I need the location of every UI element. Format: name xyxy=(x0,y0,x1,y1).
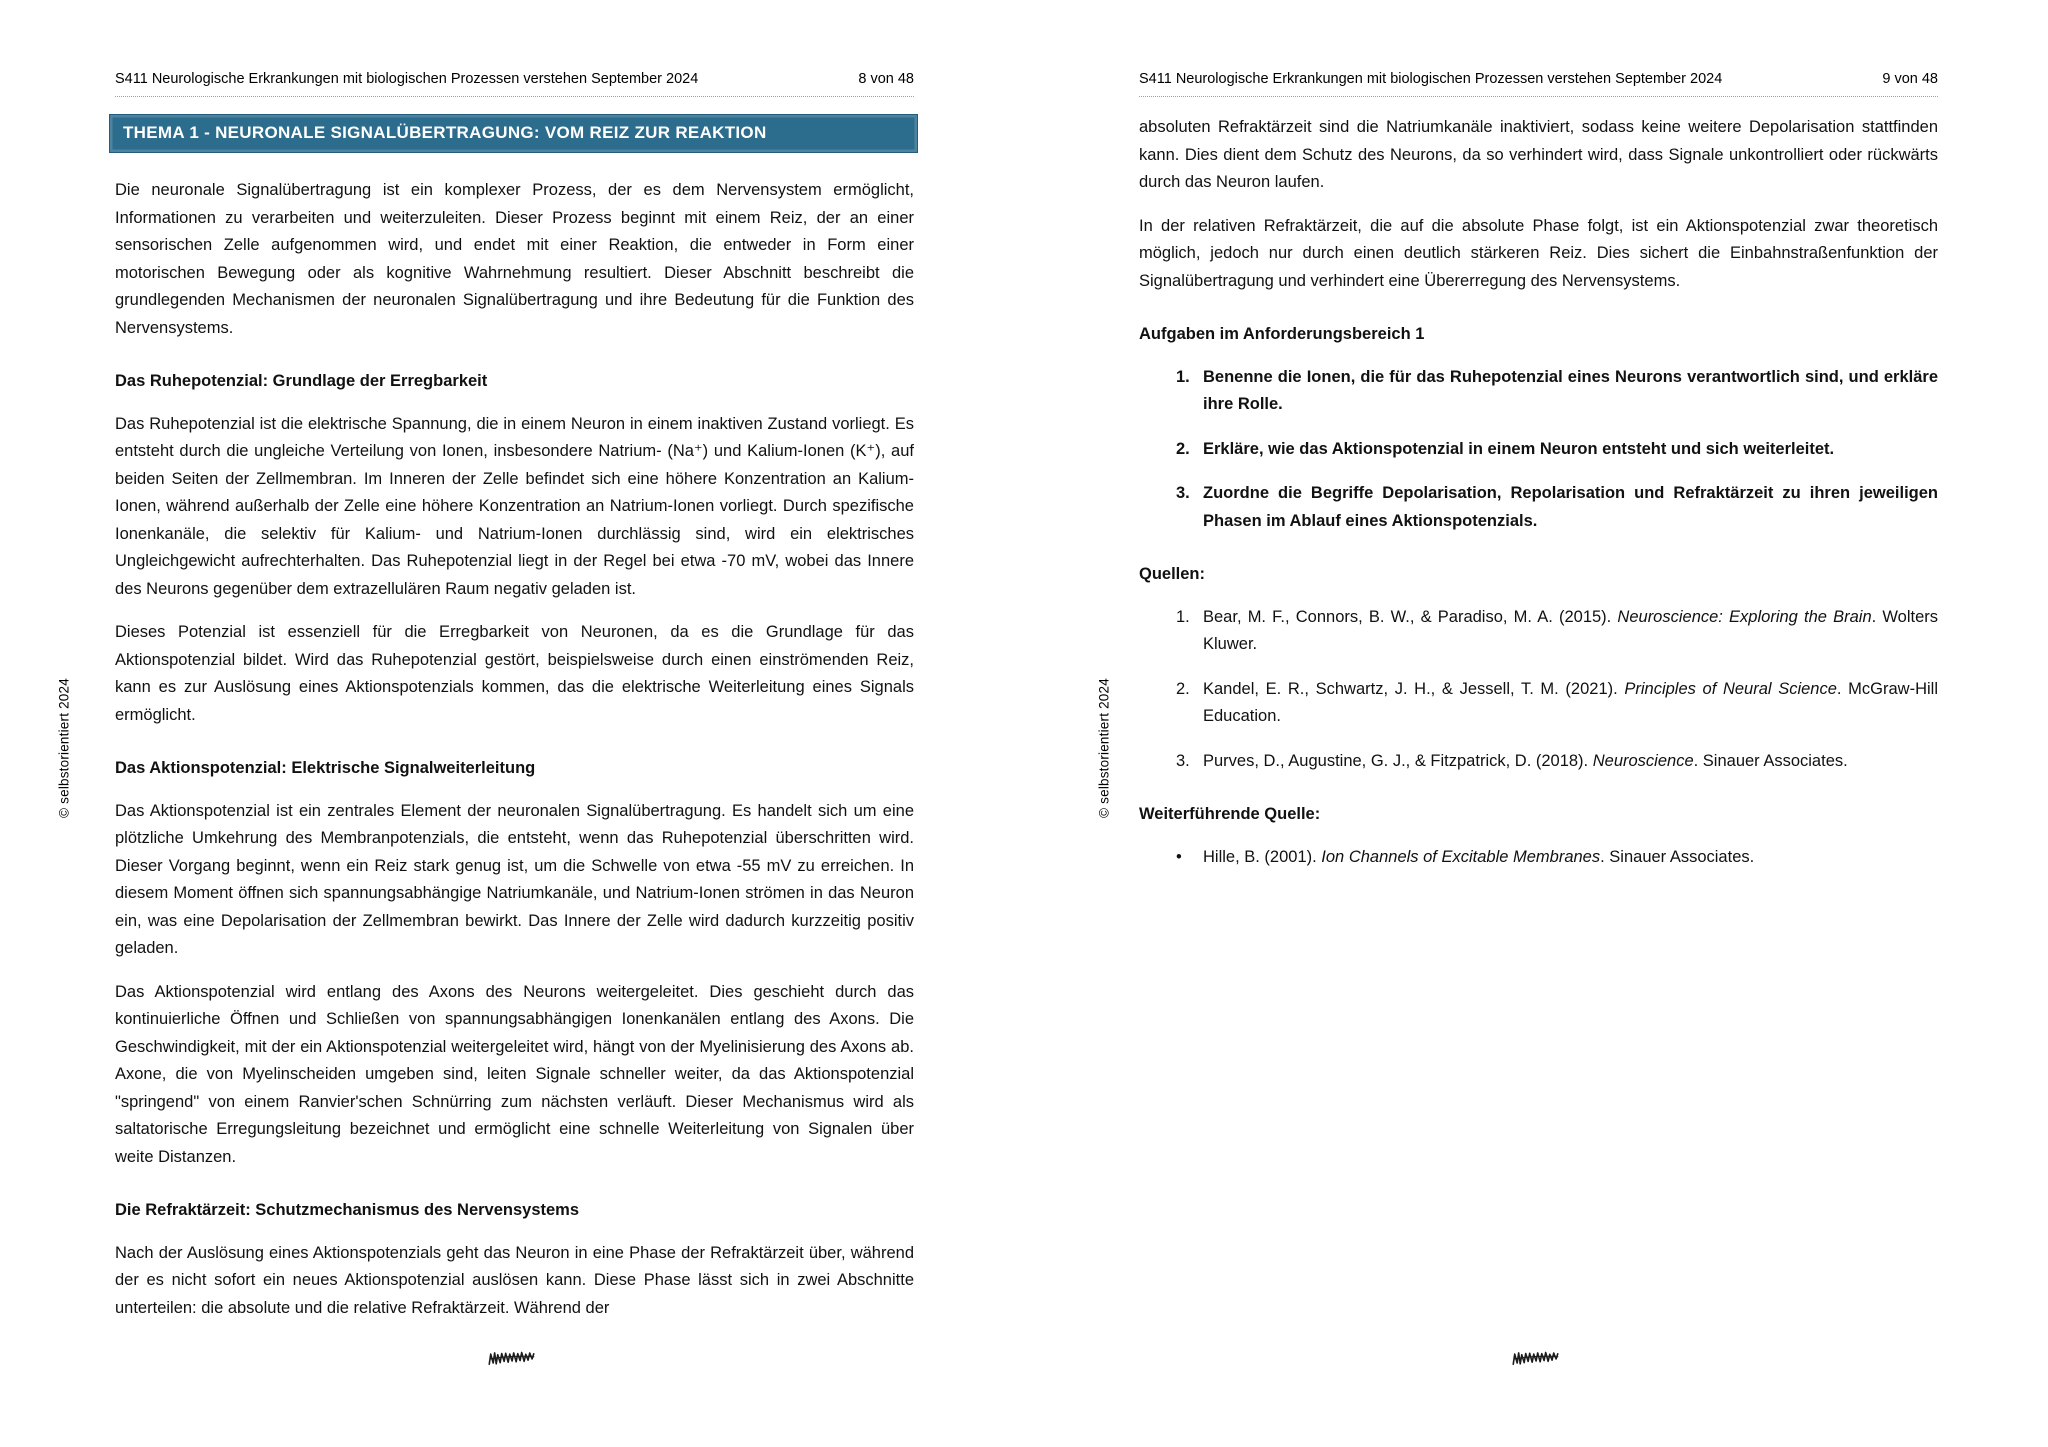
source-authors: Purves, D., Augustine, G. J., & Fitzpatrick, D. (2018). xyxy=(1203,751,1593,770)
source-publisher: . Sinauer Associates. xyxy=(1693,751,1848,770)
task-number: 3. xyxy=(1176,484,1190,502)
task-number: 1. xyxy=(1176,367,1190,386)
source-authors: Hille, B. (2001). xyxy=(1203,847,1322,866)
source-publisher: . Wolters Kluwer. xyxy=(1203,607,1938,653)
task-text: Erkläre, wie das Aktionspotenzial in einem Neuron entsteht und sich weiterleitet. xyxy=(1203,439,1835,458)
source-title: Ion Channels of Excitable Membranes xyxy=(1321,847,1601,866)
page-body-right xyxy=(1139,114,1938,888)
task-text: Zuordne die Begriffe Depolarisation, Repolarisation und Refraktärzeit zu ihren jeweiligen Phasen im Ablauf eines Aktionspotenzials. xyxy=(1203,484,1938,530)
section-heading-ruhepotenzial: Das Ruhepotenzial: Grundlage der Erregbarkeit xyxy=(115,372,488,390)
paragraph-ruhepotenzial-2: Dieses Potenzial ist essenziell für die Erregbarkeit von Neuronen, da es die Grundlage für das Aktionspotenzial bildet. Wird das Ruhepotenzial gestört, beispielsweise durch einen einströmenden Reiz, kann es zur Auslösung eines Aktionspotenzials kommen, das die elektrische Weiterleitung eines Signals ermöglicht. xyxy=(115,623,914,724)
section-heading-aufgaben: Aufgaben im Anforderungsbereich 1 xyxy=(1139,325,1425,343)
footer-logo xyxy=(488,1348,537,1370)
paragraph-ruhepotenzial-1: Das Ruhepotenzial ist die elektrische Spannung, die in einem Neuron in einem inaktiven Zustand vorliegt. Es entsteht durch die ungleiche Verteilung von Ionen, insbesondere Natrium- (Na⁺) und Kalium-Ionen (K⁺), auf beiden Seiten der Zellmembran. Im Inneren der Zelle befindet sich eine höhere Konzentration an Kalium-Ionen, während außerhalb der Zelle eine höhere Konzentration an Natrium-Ionen vorliegt. Durch spezifische Ionenkanäle, die selektiv für Kalium- und Natrium-Ionen durchlässig sind, wird ein elektrisches Ungleichgewicht aufrechterhalten. Das Ruhepotenzial liegt in der Regel bei etwa -70 mV, wobei das Innere des Neurons gegenüber dem extrazellulären Raum negativ geladen ist. xyxy=(115,414,914,598)
section-heading-refraktaerzeit: Die Refraktärzeit: Schutzmechanismus des Nervensystems xyxy=(115,1201,580,1219)
paragraph-relative-refraktaerzeit: In der relativen Refraktärzeit, die auf die absolute Phase folgt, ist ein Aktionspotenzial zwar theoretisch möglich, jedoch nur durch einen deutlich stärkeren Reiz. Dies sichert die Einbahnstraßenfunktion der Signalübertragung und verhindert eine Übererregung des Nervensystems. xyxy=(1139,216,1938,290)
copyright-sidebar: © selbstorientiert 2024 xyxy=(1096,678,1112,818)
signature-logo-icon xyxy=(488,1348,537,1370)
source-item-3 xyxy=(1139,748,1938,776)
topic-banner xyxy=(109,114,918,153)
source-number: 2. xyxy=(1176,679,1190,698)
source-publisher: . Sinauer Associates. xyxy=(1600,847,1755,866)
source-text xyxy=(1203,604,1938,659)
page-header-left xyxy=(115,70,914,97)
section-heading-aktionspotenzial: Das Aktionspotenzial: Elektrische Signalweiterleitung xyxy=(115,759,536,777)
page-body-left xyxy=(115,114,914,1322)
source-item-1 xyxy=(1139,604,1938,659)
bullet-icon: • xyxy=(1176,847,1182,866)
page-header-right xyxy=(1139,70,1938,97)
section-heading-quellen: Quellen: xyxy=(1139,565,1206,583)
source-publisher: . McGraw-Hill Education. xyxy=(1203,679,1938,725)
task-item-2 xyxy=(1139,436,1938,464)
task-item-3 xyxy=(1139,480,1938,535)
paragraph-absolute-refraktaerzeit: absoluten Refraktärzeit sind die Natriumkanäle inaktiviert, sodass keine weitere Depolarisation stattfinden kann. Dies dient dem Schutz des Neurons, da so verhindert wird, dass Signale unkontrolliert oder rückwärts durch das Neuron laufen. xyxy=(1139,118,1938,191)
paragraph-refraktaerzeit: Nach der Auslösung eines Aktionspotenzials geht das Neuron in eine Phase der Refraktärzeit über, während der es nicht sofort ein neues Aktionspotenzial auslösen kann. Diese Phase lässt sich in zwei Abschnitte unterteilen: die absolute und die relative Refraktärzeit. Während der xyxy=(115,1243,914,1317)
signature-logo-icon xyxy=(1512,1348,1561,1370)
paragraph-intro: Die neuronale Signalübertragung ist ein komplexer Prozess, der es dem Nervensystem ermöglicht, Informationen zu verarbeiten und weiterzuleiten. Dieser Prozess beginnt mit einem Reiz, der an einer sensorischen Zelle aufgenommen wird, und endet mit einer Reaktion, die entweder in Form einer motorischen Bewegung oder als kognitive Wahrnehmung resultiert. Dieser Abschnitt beschreibt die grundlegenden Mechanismen der neuronalen Signalübertragung und ihre Bedeutung für die Funktion des Nervensystems. xyxy=(115,181,914,337)
source-text xyxy=(1203,676,1938,731)
page-number: 9 von 48 xyxy=(1882,71,1938,87)
footer-logo xyxy=(1512,1348,1561,1370)
source-item-2 xyxy=(1139,676,1938,731)
source-number: 3. xyxy=(1176,751,1190,770)
copyright-sidebar: © selbstorientiert 2024 xyxy=(56,678,72,818)
task-text: Benenne die Ionen, die für das Ruhepotenzial eines Neurons verantwortlich sind, und erkläre ihre Rolle. xyxy=(1203,367,1938,413)
source-number: 1. xyxy=(1176,607,1190,626)
source-title: Neuroscience: Exploring the Brain xyxy=(1617,607,1872,626)
paragraph-aktionspotenzial-1: Das Aktionspotenzial ist ein zentrales Element der neuronalen Signalübertragung. Es handelt sich um eine plötzliche Umkehrung des Membranpotenzials, die entsteht, wenn das Ruhepotenzial überschritten wird. Dieser Vorgang beginnt, wenn ein Reiz stark genug ist, um die Schwelle von etwa -55 mV zu erreichen. In diesem Moment öffnen sich spannungsabhängige Natriumkanäle, und Natrium-Ionen strömen in das Neuron ein, was eine Depolarisation der Zellmembran bewirkt. Das Innere der Zelle wird dadurch kurzzeitig positiv geladen. xyxy=(115,801,914,957)
source-title: Principles of Neural Science xyxy=(1624,679,1837,698)
source-text xyxy=(1203,844,1938,872)
source-authors: Kandel, E. R., Schwartz, J. H., & Jessell, T. M. (2021). xyxy=(1203,679,1625,698)
source-title: Neuroscience xyxy=(1592,751,1694,770)
header-title: S411 Neurologische Erkrankungen mit biologischen Prozessen verstehen September 2024 xyxy=(1139,71,1723,87)
page-number: 8 von 48 xyxy=(858,71,914,87)
header-title: S411 Neurologische Erkrankungen mit biologischen Prozessen verstehen September 2024 xyxy=(115,71,699,87)
section-heading-weiterfuehrende-quelle: Weiterführende Quelle: xyxy=(1139,805,1321,823)
page-9 xyxy=(1024,0,2048,1447)
source-authors: Bear, M. F., Connors, B. W., & Paradiso, M. A. (2015). xyxy=(1203,607,1618,626)
paragraph-aktionspotenzial-2: Das Aktionspotenzial wird entlang des Axons des Neurons weitergeleitet. Dies geschieht durch das kontinuierliche Öffnen und Schließen von spannungsabhängigen Ionenkanälen entlang des Axons. Die Geschwindigkeit, mit der ein Aktionspotenzial weitergeleitet wird, hängt von der Myelinisierung des Axons ab. Axone, die von Myelinscheiden umgeben sind, leiten Signale schneller weiter, da das Aktionspotenzial "springend" von einem Ranvier'schen Schnürring zum nächsten verläuft. Dieser Mechanismus wird als saltatorische Erregungsleitung bezeichnet und ermöglicht eine schnelle Weiterleitung von Signalen über weite Distanzen. xyxy=(115,982,914,1166)
further-source-item xyxy=(1139,844,1938,872)
topic-banner-title: THEMA 1 - NEURONALE SIGNALÜBERTRAGUNG: VOM REIZ ZUR REAKTION xyxy=(123,123,767,142)
task-number: 2. xyxy=(1176,439,1190,458)
source-text xyxy=(1203,748,1938,776)
task-item-1 xyxy=(1139,364,1938,419)
